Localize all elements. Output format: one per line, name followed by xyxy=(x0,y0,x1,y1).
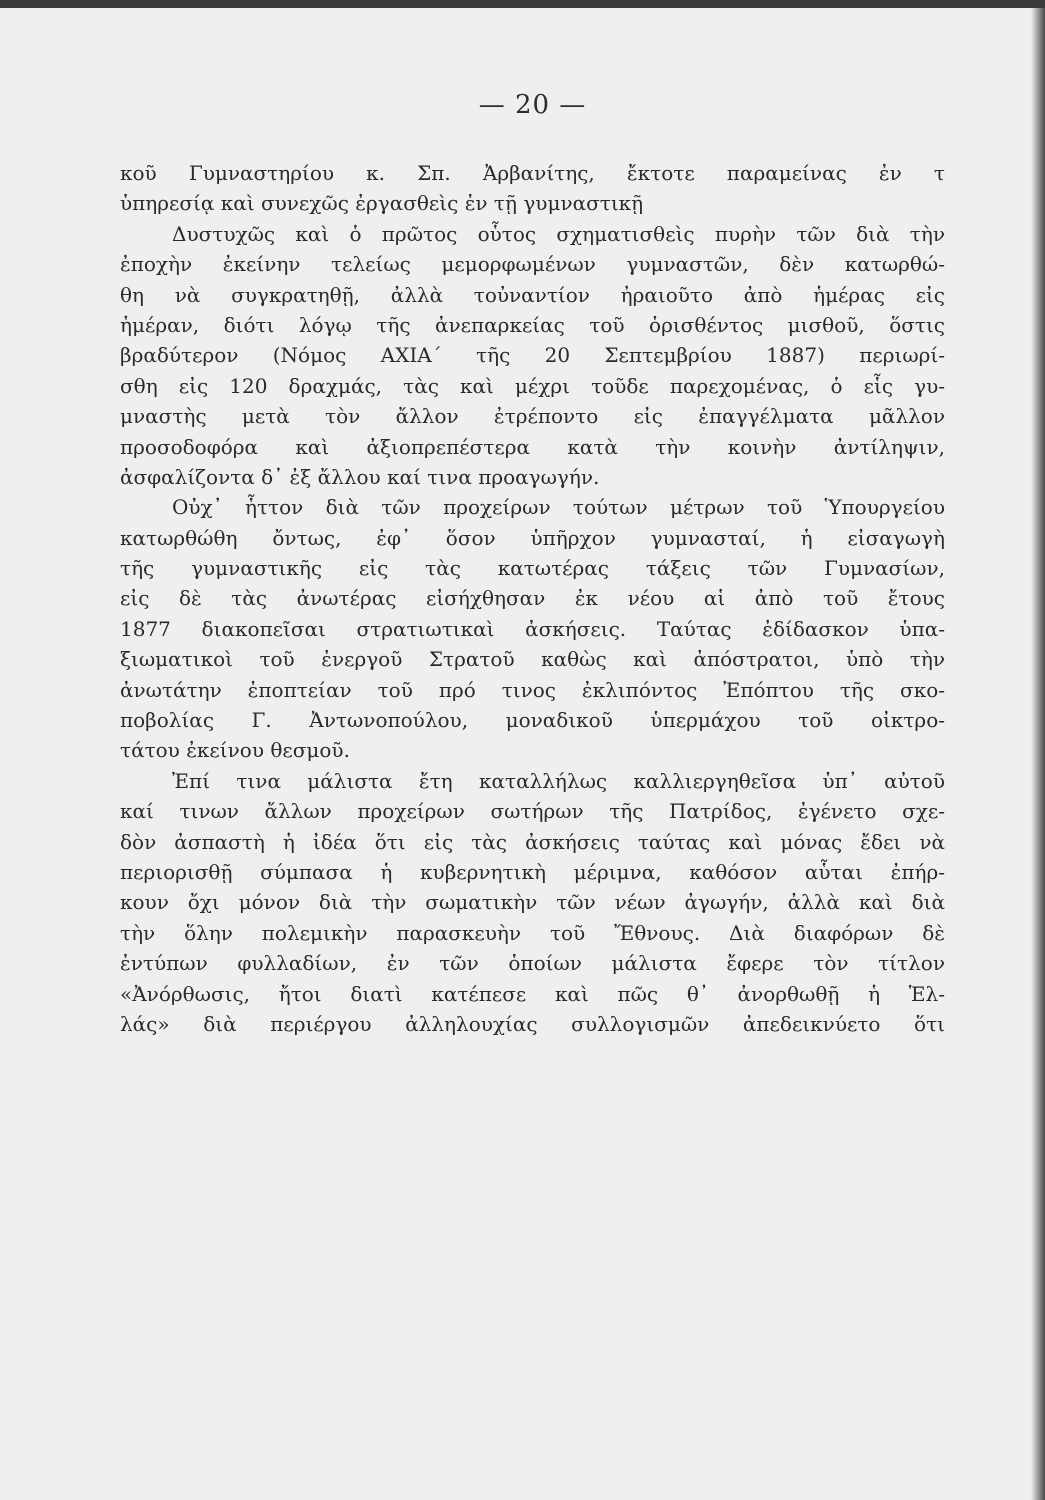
paragraph xyxy=(120,492,945,766)
text-line: Δυστυχῶς καὶ ὁ πρῶτος οὗτος σχηματισθεὶς πυρὴν τῶν διὰ τὴν xyxy=(172,221,945,246)
text-line: τὴν ὅλην πολεμικὴν παρασκευὴν τοῦ Ἔθνους. Διὰ διαφόρων δὲ xyxy=(120,920,945,945)
page-edge-shadow xyxy=(1031,8,1045,1500)
text-line: εἰς δὲ τὰς ἀνωτέρας εἰσήχθησαν ἐκ νέου αἱ ἀπὸ τοῦ ἔτους xyxy=(120,586,945,611)
text-line: τῆς γυμναστικῆς εἰς τὰς κατωτέρας τάξεις τῶν Γυμνασίων, xyxy=(120,556,945,581)
text-line: ἀνωτάτην ἐποπτείαν τοῦ πρό τινος ἐκλιπόντος Ἐπόπτου τῆς σκο- xyxy=(120,677,945,702)
text-line: ποβολίας Γ. Ἀντωνοπούλου, μοναδικοῦ ὑπερμάχου τοῦ οἰκτρο- xyxy=(120,708,945,733)
body-text xyxy=(120,158,945,1039)
text-line: ὑπηρεσίᾳ καὶ συνεχῶς ἐργασθεὶς ἐν τῇ γυμναστικῇ xyxy=(120,191,644,216)
text-line: θη νὰ συγκρατηθῇ, ἀλλὰ τοὐναντίον ἠραιοῦτο ἀπὸ ἡμέρας εἰς xyxy=(120,282,945,307)
text-line: ἀσφαλίζοντα δ᾽ ἐξ ἄλλου καί τινα προαγωγήν. xyxy=(120,464,600,489)
scanned-page xyxy=(0,8,1045,1500)
text-line: βραδύτερον (Νόμος ΑΧΙΑ΄ τῆς 20 Σεπτεμβρίου 1887) περιωρί- xyxy=(120,343,945,368)
paragraph xyxy=(120,219,945,493)
text-line: δὸν ἀσπαστὴ ἡ ἰδέα ὅτι εἰς τὰς ἀσκήσεις ταύτας καὶ μόνας ἔδει νὰ xyxy=(120,829,945,854)
text-line: ἡμέραν, διότι λόγῳ τῆς ἀνεπαρκείας τοῦ ὁρισθέντος μισθοῦ, ὅστις xyxy=(120,312,945,337)
text-line: 1877 διακοπεῖσαι στρατιωτικαὶ ἀσκήσεις. Ταύτας ἐδίδασκον ὑπα- xyxy=(120,616,945,641)
text-line: λάς» διὰ περιέργου ἀλληλουχίας συλλογισμῶν ἀπεδεικνύετο ὅτι xyxy=(120,1011,945,1036)
text-line: «Ἀνόρθωσις, ἤτοι διατὶ κατέπεσε καὶ πῶς θ᾽ ἀνορθωθῇ ἡ Ἑλ- xyxy=(120,981,945,1006)
text-line: περιορισθῇ σύμπασα ἡ κυβερνητικὴ μέριμνα, καθόσον αὗται ἐπήρ- xyxy=(120,859,945,884)
text-line: ξιωματικοὶ τοῦ ἐνεργοῦ Στρατοῦ καθὼς καὶ ἀπόστρατοι, ὑπὸ τὴν xyxy=(120,647,945,672)
text-line: κατωρθώθη ὄντως, ἐφ᾽ ὅσον ὑπῆρχον γυμνασταί, ἡ εἰσαγωγὴ xyxy=(120,525,945,550)
text-line: τάτου ἐκείνου θεσμοῦ. xyxy=(120,738,350,763)
text-line: κοῦ Γυμναστηρίου κ. Σπ. Ἀρβανίτης, ἔκτοτε παραμείνας ἐν τ xyxy=(120,161,945,185)
text-line: κουν ὄχι μόνον διὰ τὴν σωματικὴν τῶν νέων ἀγωγήν, ἀλλὰ καὶ διὰ xyxy=(120,890,945,915)
text-line: μναστὴς μετὰ τὸν ἄλλον ἐτρέποντο εἰς ἐπαγγέλματα μᾶλλον xyxy=(120,404,945,429)
text-line: Ἐπί τινα μάλιστα ἔτη καταλλήλως καλλιεργηθεῖσα ὑπ᾽ αὐτοῦ xyxy=(172,768,945,793)
page-number: — 20 — xyxy=(478,90,587,120)
text-line: ἐποχὴν ἐκείνην τελείως μεμορφωμένων γυμναστῶν, δὲν κατωρθώ- xyxy=(120,252,945,277)
text-line: ἐντύπων φυλλαδίων, ἐν τῶν ὁποίων μάλιστα ἔφερε τὸν τίτλον xyxy=(120,951,945,976)
text-line: Οὐχ᾽ ἧττον διὰ τῶν προχείρων τούτων μέτρων τοῦ Ὑπουργείου xyxy=(172,495,945,520)
text-line: σθη εἰς 120 δραχμάς, τὰς καὶ μέχρι τοῦδε παρεχομένας, ὁ εἷς γυ- xyxy=(120,373,945,398)
text-line: καί τινων ἄλλων προχείρων σωτήρων τῆς Πατρίδος, ἐγένετο σχε- xyxy=(120,799,945,824)
paragraph xyxy=(120,766,945,1040)
text-line: προσοδοφόρα καὶ ἀξιοπρεπέστερα κατὰ τὴν κοινὴν ἀντίληψιν, xyxy=(120,434,945,459)
paragraph xyxy=(120,158,945,219)
